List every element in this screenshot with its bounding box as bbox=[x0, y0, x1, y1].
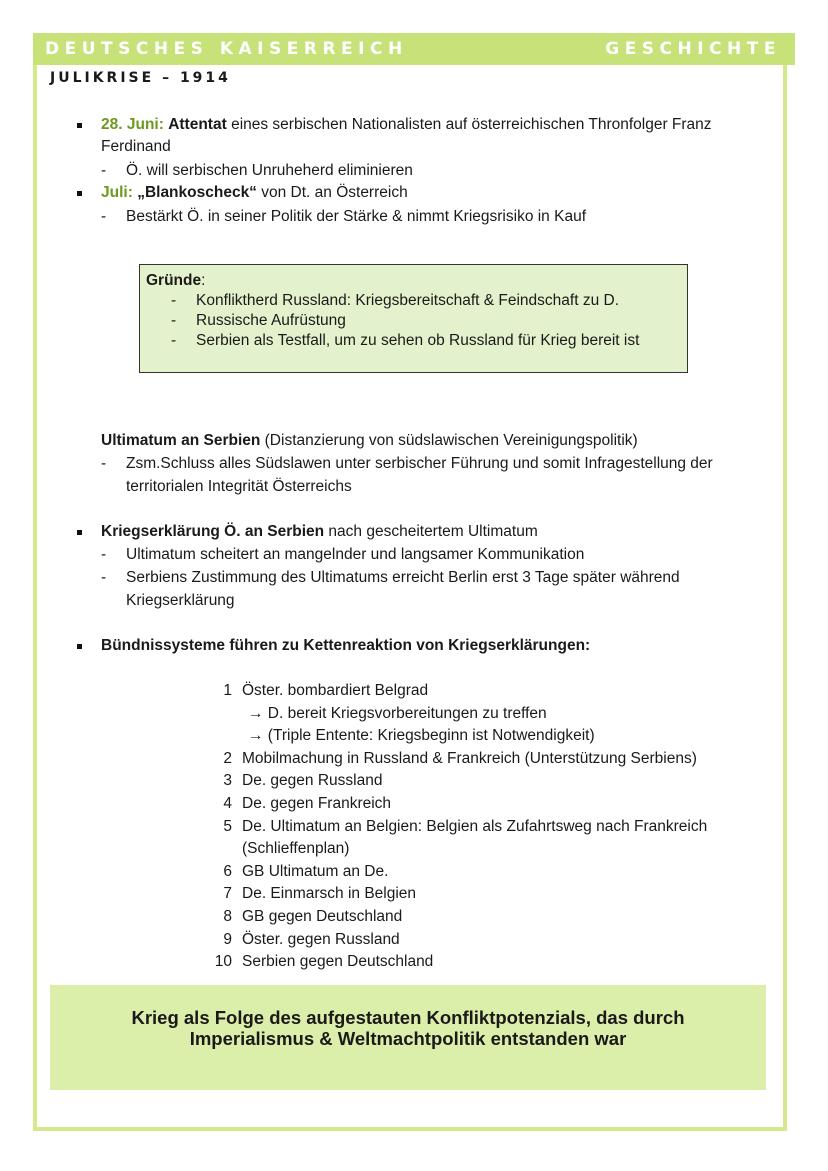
chain-text: Öster. bombardiert Belgrad bbox=[242, 682, 429, 699]
chain-text: → (Triple Entente: Kriegsbeginn ist Notwendigkeit) bbox=[248, 727, 595, 745]
declaration-sub: - Ultimatum scheitert an mangelnder und langsamer Kommunikation bbox=[126, 544, 584, 566]
declaration-sub: - Serbiens Zustimmung des Ultimatums erreicht Berlin erst 3 Tage später während bbox=[126, 567, 680, 589]
chain-number: 4 bbox=[223, 795, 232, 812]
event-june: 28. Juni: Attentat eines serbischen Nationalisten auf österreichischen Thronfolger Franz bbox=[101, 114, 712, 136]
header-bar bbox=[33, 33, 795, 65]
chain-item bbox=[223, 906, 403, 928]
chain-item bbox=[223, 770, 383, 792]
reason-item: - Serbien als Testfall, um zu sehen ob Russland für Krieg bereit ist bbox=[196, 330, 639, 352]
ultimatum-sub: - Zsm.Schluss alles Südslawen unter serbischer Führung und somit Infragestellung der bbox=[126, 453, 713, 475]
chain-number: 7 bbox=[223, 885, 232, 903]
chain-number: 3 bbox=[223, 772, 232, 790]
conclusion-box bbox=[50, 985, 766, 1090]
chain-item bbox=[223, 793, 392, 815]
reasons-title: Gründe: bbox=[146, 272, 206, 289]
chain-item bbox=[223, 816, 708, 838]
conclusion-line: Krieg als Folge des aufgestauten Konfliktpotenzials, das durch bbox=[131, 1007, 685, 1028]
chain-text: (Schlieffenplan) bbox=[242, 840, 350, 858]
chain-text: Mobilmachung in Russland & Frankreich (Unterstützung Serbiens) bbox=[242, 749, 697, 767]
chain-item bbox=[214, 951, 434, 973]
chain-item bbox=[223, 883, 417, 905]
event-july: Juli: „Blankoscheck“ von Dt. an Österreich bbox=[101, 182, 408, 204]
event-june-sub: - Ö. will serbischen Unruheherd eliminieren bbox=[126, 160, 413, 182]
chain-number: 8 bbox=[223, 908, 232, 925]
section-title: JULIKRISE – 1914 bbox=[50, 70, 231, 86]
chain-text: GB gegen Deutschland bbox=[242, 908, 403, 925]
chain-text: Serbien gegen Deutschland bbox=[242, 953, 434, 971]
reasons-box bbox=[139, 264, 688, 373]
chain-text: De. Einmarsch in Belgien bbox=[242, 885, 417, 903]
event-july-sub: - Bestärkt Ö. in seiner Politik der Stärke & nimmt Kriegsrisiko in Kauf bbox=[126, 206, 586, 228]
chain-number: 6 bbox=[223, 862, 232, 880]
chain-number: 9 bbox=[223, 930, 232, 948]
chain-text: GB Ultimatum an De. bbox=[242, 862, 389, 880]
ultimatum-heading: Ultimatum an Serbien (Distanzierung von südslawischen Vereinigungspolitik) bbox=[101, 432, 638, 449]
alliances-heading: Bündnissysteme führen zu Kettenreaktion von Kriegserklärungen: bbox=[101, 635, 590, 657]
chain-text: Öster. gegen Russland bbox=[242, 930, 400, 948]
chain-text: De. Ultimatum an Belgien: Belgien als Zufahrtsweg nach Frankreich bbox=[242, 817, 708, 835]
event-june-cont: Ferdinand bbox=[101, 138, 171, 155]
chain-number: 1 bbox=[223, 682, 232, 699]
header-subject: GESCHICHTE bbox=[605, 39, 781, 59]
chain-item bbox=[223, 929, 400, 951]
chain-item bbox=[242, 838, 349, 860]
reason-item: - Konfliktherd Russland: Kriegsbereitschaft & Feindschaft zu D. bbox=[196, 290, 619, 312]
chain-text: De. gegen Frankreich bbox=[242, 795, 392, 812]
chain-item bbox=[223, 748, 697, 770]
declaration-heading: Kriegserklärung Ö. an Serbien nach gescheitertem Ultimatum bbox=[101, 521, 538, 543]
chain-item bbox=[223, 861, 389, 883]
chain-text: De. gegen Russland bbox=[242, 772, 383, 790]
chain-number: 5 bbox=[223, 817, 232, 835]
chain-number: 2 bbox=[223, 749, 232, 767]
ultimatum-sub-cont: territorialen Integrität Österreichs bbox=[126, 478, 352, 495]
chain-item bbox=[223, 680, 429, 702]
chain-number: 10 bbox=[214, 953, 232, 971]
chain-item bbox=[248, 725, 595, 747]
declaration-sub-cont: Kriegserklärung bbox=[126, 592, 235, 609]
reason-item: - Russische Aufrüstung bbox=[196, 310, 346, 332]
conclusion-line: Imperialismus & Weltmachtpolitik entstanden war bbox=[189, 1028, 627, 1049]
chain-item bbox=[248, 703, 547, 725]
header-title: DEUTSCHES KAISERREICH bbox=[45, 39, 408, 59]
chain-text: → D. bereit Kriegsvorbereitungen zu treffen bbox=[248, 704, 547, 722]
